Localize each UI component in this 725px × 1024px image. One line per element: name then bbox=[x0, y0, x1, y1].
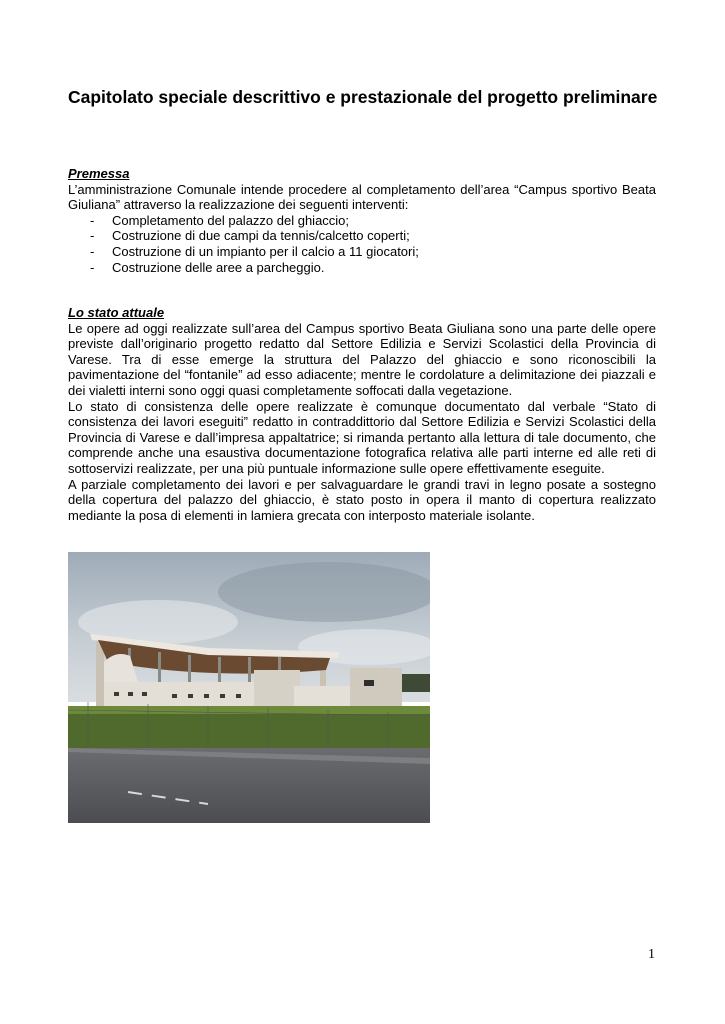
bullet-dash: - bbox=[90, 259, 95, 275]
list-item-text: Costruzione di due campi da tennis/calcetto coperti; bbox=[112, 228, 410, 244]
bullet-dash: - bbox=[90, 212, 95, 228]
section-premessa bbox=[68, 166, 656, 275]
paragraph: Le opere ad oggi realizzate sull’area del Campus sportivo Beata Giuliana sono una parte delle opere previste dall’originario progetto redatto dal Settore Edilizia e Servizi Scolastici della Provincia di Varese. Tra di esse emerge la struttura del Palazzo del ghiaccio e sono riconoscibili la pavimentazione del “fontanile” ad esso adiacente; mentre le cordolature a delimitazione dei piazzali e dei vialetti interni sono oggi quasi completamente soffocati dalla vegetazione. bbox=[68, 320, 656, 398]
premessa-intro: L’amministrazione Comunale intende procedere al completamento dell’area “Campus sportivo Beata Giuliana” attraverso la realizzazione dei seguenti interventi: bbox=[68, 181, 656, 213]
paragraph: A parziale completamento dei lavori e per salvaguardare le grandi travi in legno posate a sostegno della copertura del palazzo del ghiaccio, è stato posto in opera il manto di copertura realizzato mediante la posa di elementi in lamiera grecata con interposto materiale isolante. bbox=[68, 476, 656, 523]
list-item-text: Completamento del palazzo del ghiaccio; bbox=[112, 212, 350, 228]
list-item-text: Costruzione di un impianto per il calcio a 11 giocatori; bbox=[112, 243, 419, 259]
list-item bbox=[68, 244, 656, 260]
section-heading-premessa: Premessa bbox=[68, 166, 130, 181]
interventions-list bbox=[68, 213, 656, 275]
page-title: Capitolato speciale descrittivo e prestazionale del progetto preliminare bbox=[68, 87, 658, 107]
list-item bbox=[68, 228, 656, 244]
section-heading-stato-attuale: Lo stato attuale bbox=[68, 305, 165, 320]
page-number: 1 bbox=[648, 947, 655, 962]
list-item bbox=[68, 213, 656, 229]
list-item-text: Costruzione delle aree a parcheggio. bbox=[112, 259, 325, 275]
section-stato-attuale bbox=[68, 305, 656, 523]
bullet-dash: - bbox=[90, 228, 95, 244]
tree-line bbox=[398, 674, 430, 692]
paragraph: Lo stato di consistenza delle opere realizzate è comunque documentato dal verbale “Stato di consistenza dei lavori eseguiti” redatto in contraddittorio dal Settore Edilizia e Servizi Scolastici della Provincia di Varese e dall’impresa appaltatrice; si rimanda pertanto alla lettura di tale documento, che comprende anche una esaustiva documentazione fotografica relativa alle parti interne ed alle reti di sottoservizi realizzate, per una più puntuale informazione sulle opere effettivamente eseguite. bbox=[68, 398, 656, 476]
bullet-dash: - bbox=[90, 243, 95, 259]
list-item bbox=[68, 260, 656, 276]
building-photo bbox=[68, 552, 430, 823]
